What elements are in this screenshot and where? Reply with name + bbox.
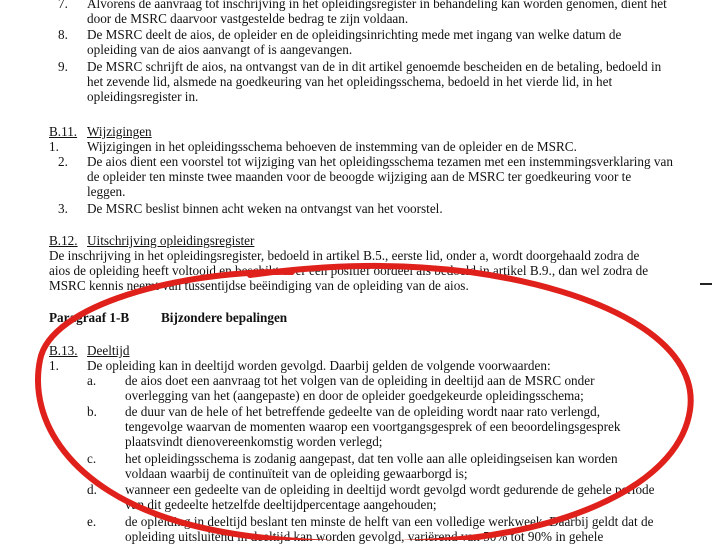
item-text-line: De opleiding kan in deeltijd worden gevolgd. Daarbij gelden de volgende voorwaarden:: [87, 358, 551, 373]
subitem-text-line: opleiding uitsluitend in deeltijd kan worden gevolgd, variërend van 50% tot 90% in gehele: [125, 529, 604, 544]
subitem-text-line: wanneer een gedeelte van de opleiding in deeltijd wordt gevolgd wordt gedurende de gehele periode: [125, 482, 655, 497]
margin-mark: [700, 283, 712, 285]
item-text-line: De MSRC schrijft de aios, na ontvangst van de in dit artikel genoemde bescheiden en de betaling, bedoeld in: [87, 59, 662, 74]
subitem-text-line: van dit gedeelte hetzelfde deeltijdpercentage aangehouden;: [125, 497, 437, 512]
section-text-line: De inschrijving in het opleidingsregister, bedoeld in artikel B.5., eerste lid, onder a, wordt doorgehaald zodra de: [49, 248, 640, 263]
subitem-text-line: de opleiding in deeltijd beslant ten minste de helft van een volledige werkweek. Daarbij geldt dat de: [125, 514, 654, 529]
section-text-line: aios de opleiding heeft voltooid en beschikt over een positief oordeel als bedoeld in artikel B.9., dan wel zodra de: [49, 263, 649, 278]
section-number: B.13.: [49, 343, 78, 358]
subitem-text-line: tengevolge waarvan de momenten waarop een voortgangsgesprek of een beoordelingsgesprek: [125, 419, 621, 434]
subitem-letter: a.: [87, 373, 97, 388]
subitem-letter: e.: [87, 514, 97, 529]
subitem-text-line: voldaan waarbij de continuïteit van de opleiding gewaarborgd is;: [125, 466, 468, 481]
section-title: Uitschrijving opleidingsregister: [87, 233, 255, 248]
subitem-letter: b.: [87, 404, 97, 419]
item-text-line: De aios dient een voorstel tot wijziging van het opleidingsschema tezamen met een instemmingsverklaring van: [87, 154, 673, 169]
item-number: 1.: [49, 358, 59, 373]
subitem-letter: c.: [87, 451, 97, 466]
item-text-line: De MSRC beslist binnen acht weken na ontvangst van het voorstel.: [87, 201, 443, 216]
section-title: Wijzigingen: [87, 124, 152, 139]
subitem-letter: d.: [87, 482, 97, 497]
section-number: B.12.: [49, 233, 78, 248]
item-number: 7.: [58, 0, 68, 11]
item-number: 8.: [58, 27, 68, 42]
section-number: B.11.: [49, 124, 78, 139]
item-text-line: De MSRC deelt de aios, de opleider en de opleidingsinrichting mede met ingang van welke datum de: [87, 27, 622, 42]
paragraph-label: Paragraaf 1-B: [49, 310, 130, 325]
section-text-line: MSRC kennis neemt van tussentijdse beëindiging van de opleiding van de aios.: [49, 278, 469, 293]
item-text-line: door de MSRC daarvoor vastgestelde bedrag te zijn voldaan.: [87, 11, 409, 26]
item-text-line: Alvorens de aanvraag tot inschrijving in het opleidingsregister in behandeling kan worden genomen, dient het: [87, 0, 667, 11]
item-text-line: opleiding van de aios aanvangt of is aangevangen.: [87, 42, 353, 57]
item-number: 3.: [58, 201, 68, 216]
subitem-text-line: het opleidingsschema is zodanig aangepast, dat ten volle aan alle opleidingseisen kan worden: [125, 451, 618, 466]
item-number: 1.: [49, 139, 59, 154]
paragraph-title: Bijzondere bepalingen: [161, 310, 288, 325]
subitem-text-line: plaatsvindt dienovereenkomstig worden verlegd;: [125, 434, 383, 449]
item-number: 9.: [58, 59, 68, 74]
subitem-text-line: de aios doet een aanvraag tot het volgen van de opleiding in deeltijd aan de MSRC onder: [125, 373, 595, 388]
subitem-text-line: de duur van de hele of het betreffende gedeelte van de opleiding wordt naar rato verlengd,: [125, 404, 601, 419]
item-text-line: het zevende lid, alsmede na goedkeuring van het opleidingsschema, bedoeld in het vierde lid, in het: [87, 74, 613, 89]
item-text-line: Wijzigingen in het opleidingsschema behoeven de instemming van de opleider en de MSRC.: [87, 139, 577, 154]
item-text-line: opleidingsregister in.: [87, 89, 199, 104]
item-number: 2.: [58, 154, 68, 169]
item-text-line: de opleider ten minste twee maanden voor de beoogde wijziging aan de MSRC ter goedkeuring voor te: [87, 169, 632, 184]
section-title: Deeltijd: [87, 343, 130, 358]
item-text-line: leggen.: [87, 184, 126, 199]
subitem-text-line: overlegging van het (aangepaste) en door de opleider goedgekeurde opleidingsschema;: [125, 388, 584, 403]
